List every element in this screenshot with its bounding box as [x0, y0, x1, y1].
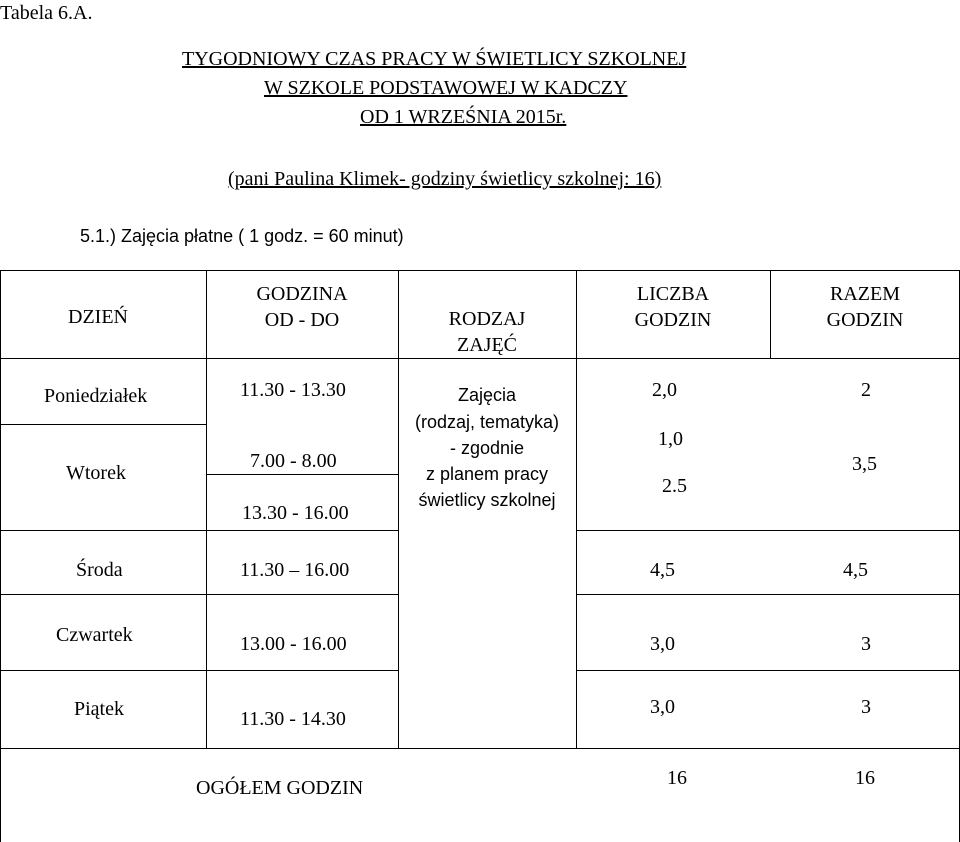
header-total-line2: GODZIN	[826, 309, 904, 331]
activity-line: (rodzaj, tematyka)	[414, 412, 560, 432]
day-cell: Piątek	[74, 698, 124, 720]
activity-line: - zgodnie	[449, 438, 525, 458]
header-type-line1: RODZAJ	[448, 308, 526, 330]
col-divider	[206, 270, 207, 748]
day-cell: Poniedziałek	[44, 385, 148, 407]
activity-line: świetlicy szkolnej	[418, 490, 556, 510]
time-cell: 7.00 - 8.00	[250, 450, 337, 472]
subtitle: (pani Paulina Klimek- godziny świetlicy szkolnej: 16)	[228, 168, 662, 190]
day-cell: Środa	[76, 559, 123, 581]
table-label: Tabela 6.A.	[0, 2, 93, 24]
hours-cell: 1,0	[658, 428, 683, 450]
header-hours-line1: LICZBA	[636, 283, 710, 305]
activity-line: z planem pracy	[425, 464, 549, 484]
header-divider	[0, 358, 960, 359]
time-cell: 11.30 – 16.00	[240, 559, 350, 581]
time-cell: 13.00 - 16.00	[240, 633, 347, 655]
hours-cell: 2.5	[662, 475, 687, 497]
header-type-line2: ZAJĘĆ	[457, 334, 517, 356]
hours-cell: 2,0	[652, 379, 677, 401]
time-cell: 11.30 - 13.30	[240, 379, 346, 401]
row-divider	[206, 474, 398, 475]
section-heading: 5.1.) Zajęcia płatne ( 1 godz. = 60 minut)	[80, 226, 404, 246]
header-hours-line2: GODZIN	[634, 309, 712, 331]
time-cell: 13.30 - 16.00	[242, 502, 349, 524]
header-time-line2: OD - DO	[264, 309, 340, 331]
hours-cell: 4,5	[650, 559, 675, 581]
total-cell: 2	[861, 379, 871, 401]
footer-label: OGÓŁEM GODZIN	[196, 777, 364, 799]
activity-line: Zajęcia	[457, 385, 517, 405]
day-cell: Czwartek	[56, 624, 133, 646]
header-total-line1: RAZEM	[830, 283, 900, 305]
footer-total: 16	[855, 767, 875, 789]
table-border-left	[0, 270, 1, 842]
col-divider	[576, 270, 577, 748]
title-line-1: TYGODNIOWY CZAS PRACY W ŚWIETLICY SZKOLNEJ	[182, 48, 687, 70]
total-cell: 3	[861, 696, 871, 718]
total-cell: 4,5	[843, 559, 868, 581]
total-cell: 3,5	[852, 453, 877, 475]
row-divider	[0, 670, 398, 671]
total-cell: 3	[861, 633, 871, 655]
header-time-line1: GODZINA	[256, 283, 348, 305]
row-divider	[0, 530, 398, 531]
day-cell: Wtorek	[66, 462, 126, 484]
title-line-2: W SZKOLE PODSTAWOWEJ W KADCZY	[264, 77, 628, 99]
row-divider	[576, 594, 960, 595]
footer-hours: 16	[667, 767, 687, 789]
header-day: DZIEŃ	[68, 306, 128, 328]
row-divider	[0, 748, 960, 749]
hours-cell: 3,0	[650, 696, 675, 718]
time-cell: 11.30 - 14.30	[240, 708, 346, 730]
hours-cell: 3,0	[650, 633, 675, 655]
title-line-3: OD 1 WRZEŚNIA 2015r.	[360, 106, 567, 128]
row-divider	[0, 594, 398, 595]
row-divider	[576, 530, 960, 531]
table-border-top	[0, 270, 960, 271]
row-divider	[576, 670, 960, 671]
row-divider	[0, 424, 206, 425]
